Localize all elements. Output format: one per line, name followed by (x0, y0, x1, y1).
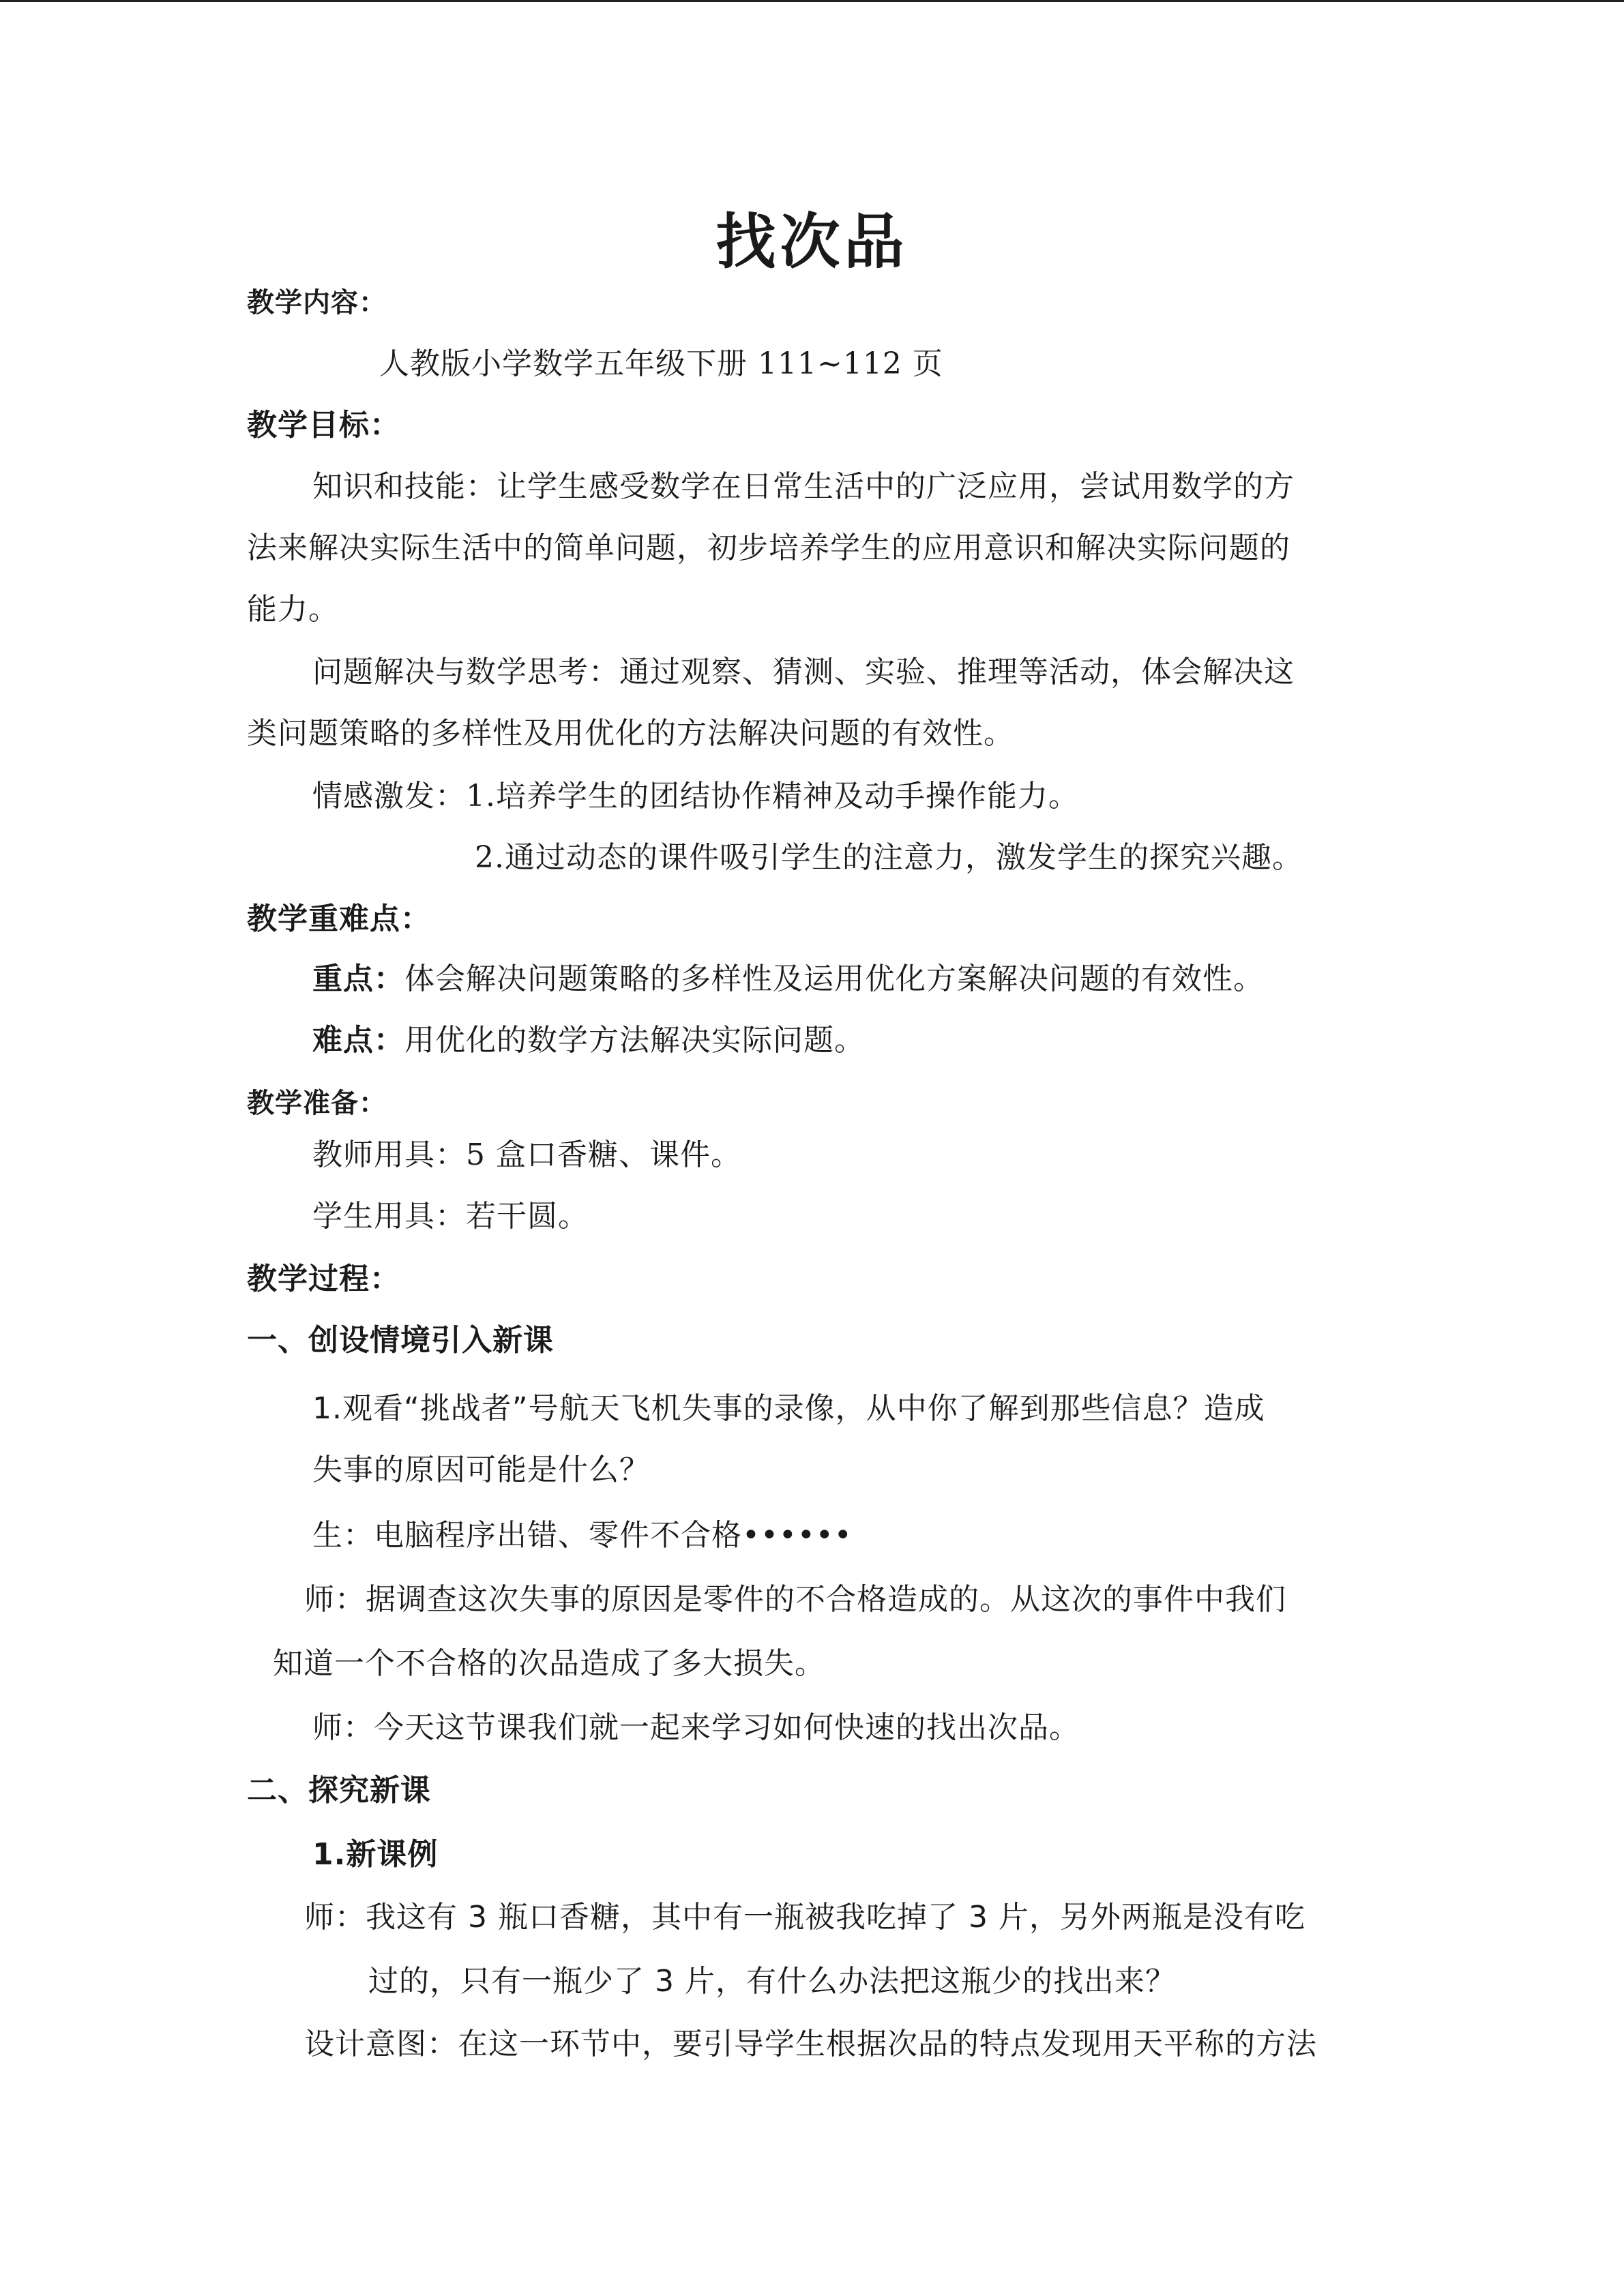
keypoints-heading: 教学重难点： (247, 901, 431, 936)
goals-knowledge-line3: 能力。 (247, 592, 339, 627)
section1-heading: 一、创设情境引入新课 (247, 1323, 554, 1358)
s2-teacher-line1: 师：我这有 3 瓶口香糖，其中有一瓶被我吃掉了 3 片，另外两瓶是没有吃 (304, 1900, 1305, 1935)
content-heading: 教学内容： (247, 287, 387, 318)
s1-item1-line1: 1.观看“挑战者”号航天飞机失事的录像，从中你了解到那些信息？造成 (312, 1391, 1265, 1426)
focus-text: 体会解决问题策略的多样性及运用优化方案解决问题的有效性。 (404, 961, 1264, 996)
goals-knowledge-line1: 知识和技能：让学生感受数学在日常生活中的广泛应用，尝试用数学的方 (312, 469, 1295, 504)
keypoints-difficulty (312, 1020, 865, 1061)
s1-teacher1-line1: 师：据调查这次失事的原因是零件的不合格造成的。从这次的事件中我们 (304, 1582, 1286, 1617)
goals-emotion-line2: 2.通过动态的课件吸引学生的注意力，激发学生的探究兴趣。 (475, 840, 1303, 875)
page-title: 找次品 (715, 207, 909, 277)
content-text: 人教版小学数学五年级下册 111~112 页 (379, 346, 943, 381)
goals-problem-line2: 类问题策略的多样性及用优化的方法解决问题的有效性。 (247, 716, 1014, 751)
preparation-teacher: 教师用具：5 盒口香糖、课件。 (312, 1137, 741, 1172)
preparation-student: 学生用具：若干圆。 (312, 1199, 589, 1234)
s2-subheading: 1.新课例 (312, 1837, 439, 1872)
s1-student-answer: 生：电脑程序出错、零件不合格•••••• (312, 1518, 853, 1553)
process-heading: 教学过程： (247, 1262, 400, 1296)
focus-label: 重点： (312, 961, 404, 996)
goals-knowledge-line2: 法来解决实际生活中的简单问题，初步培养学生的应用意识和解决实际问题的 (247, 531, 1290, 565)
difficulty-label: 难点： (312, 1023, 404, 1058)
goals-emotion-line1: 情感激发：1.培养学生的团结协作精神及动手操作能力。 (312, 779, 1079, 814)
preparation-heading: 教学准备： (247, 1088, 387, 1119)
section2-heading: 二、探究新课 (247, 1773, 431, 1808)
goals-heading: 教学目标： (247, 408, 400, 443)
s1-teacher1-line2: 知道一个不合格的次品造成了多大损失。 (273, 1646, 825, 1681)
keypoints-focus (312, 959, 1264, 1000)
s2-teacher-line2: 过的，只有一瓶少了 3 片，有什么办法把这瓶少的找出来？ (368, 1964, 1176, 1999)
s1-item1-line2: 失事的原因可能是什么？ (312, 1452, 650, 1487)
goals-problem-line1: 问题解决与数学思考：通过观察、猜测、实验、推理等活动，体会解决这 (312, 655, 1295, 689)
s2-design-intent: 设计意图：在这一环节中，要引导学生根据次品的特点发现用天平称的方法 (304, 2027, 1317, 2061)
difficulty-text: 用优化的数学方法解决实际问题。 (404, 1023, 865, 1058)
s1-teacher2: 师：今天这节课我们就一起来学习如何快速的找出次品。 (312, 1710, 1080, 1745)
